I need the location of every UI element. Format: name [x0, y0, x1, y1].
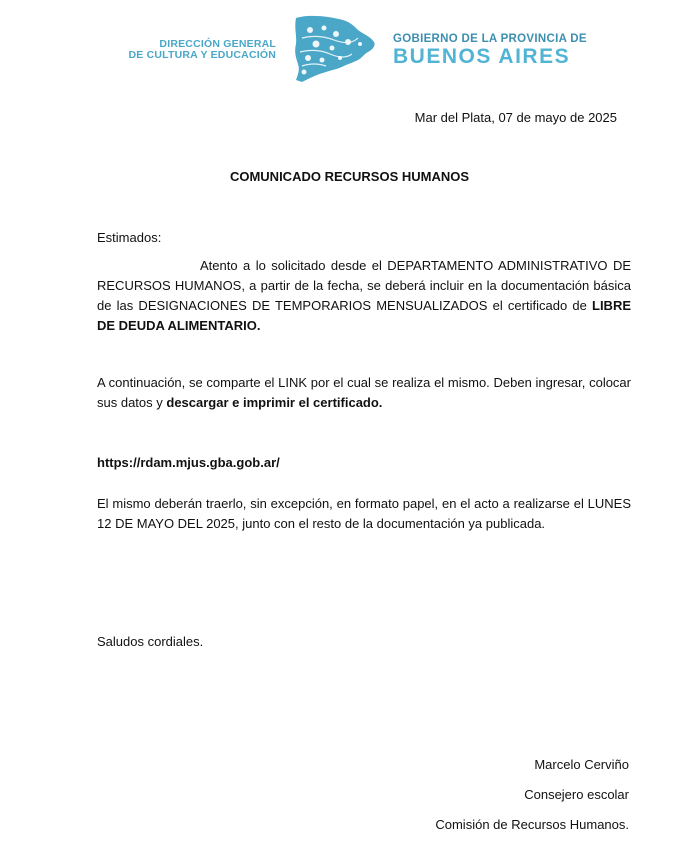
letterhead	[0, 0, 699, 90]
paragraph-requirement	[97, 256, 631, 336]
paragraph-requirement-bold: LIBRE DE DEUDA ALIMENTARIO.	[97, 298, 631, 333]
letter-title: COMUNICADO RECURSOS HUMANOS	[229, 169, 470, 184]
paragraph-link-intro-text: A continuación, se comparte el LINK por el cual se realiza el mismo. Deben ingresar, colocar sus datos y	[97, 375, 631, 410]
signature-role: Consejero escolar	[524, 787, 629, 802]
signature-organization: Comisión de Recursos Humanos.	[435, 817, 629, 832]
paragraph-link-intro	[97, 373, 631, 413]
letter-date: Mar del Plata, 07 de mayo de 2025	[414, 110, 617, 125]
greeting: Estimados:	[97, 230, 162, 245]
department-name	[98, 39, 276, 61]
government-name-line1: GOBIERNO DE LA PROVINCIA DE	[393, 33, 587, 45]
department-name-line1: DIRECCIÓN GENERAL	[159, 38, 276, 50]
certificate-link[interactable]: https://rdam.mjus.gba.gob.ar/	[97, 455, 280, 470]
paragraph-requirement-text: Atento a lo solicitado desde el DEPARTAMENTO ADMINISTRATIVO DE RECURSOS HUMANOS, a partir de la fecha, se deberá incluir en la documentación básica de las DESIGNACIONES DE TEMPORARIOS MENSUALIZADOS el certificado de	[97, 258, 631, 313]
department-name-line2: DE CULTURA Y EDUCACIÓN	[128, 49, 276, 61]
paragraph-deadline: El mismo deberán traerlo, sin excepción, en formato papel, en el acto a realizarse el LUNES 12 DE MAYO DEL 2025, junto con el resto de la documentación ya publicada.	[97, 496, 631, 531]
government-name-line2: BUENOS AIRES	[393, 45, 571, 68]
government-name	[393, 33, 633, 68]
paragraph-link-intro-bold: descargar e imprimir el certificado.	[166, 395, 383, 410]
signature-name: Marcelo Cerviño	[534, 757, 629, 772]
province-map-logo-icon	[288, 14, 380, 84]
closing: Saludos cordiales.	[97, 634, 204, 649]
